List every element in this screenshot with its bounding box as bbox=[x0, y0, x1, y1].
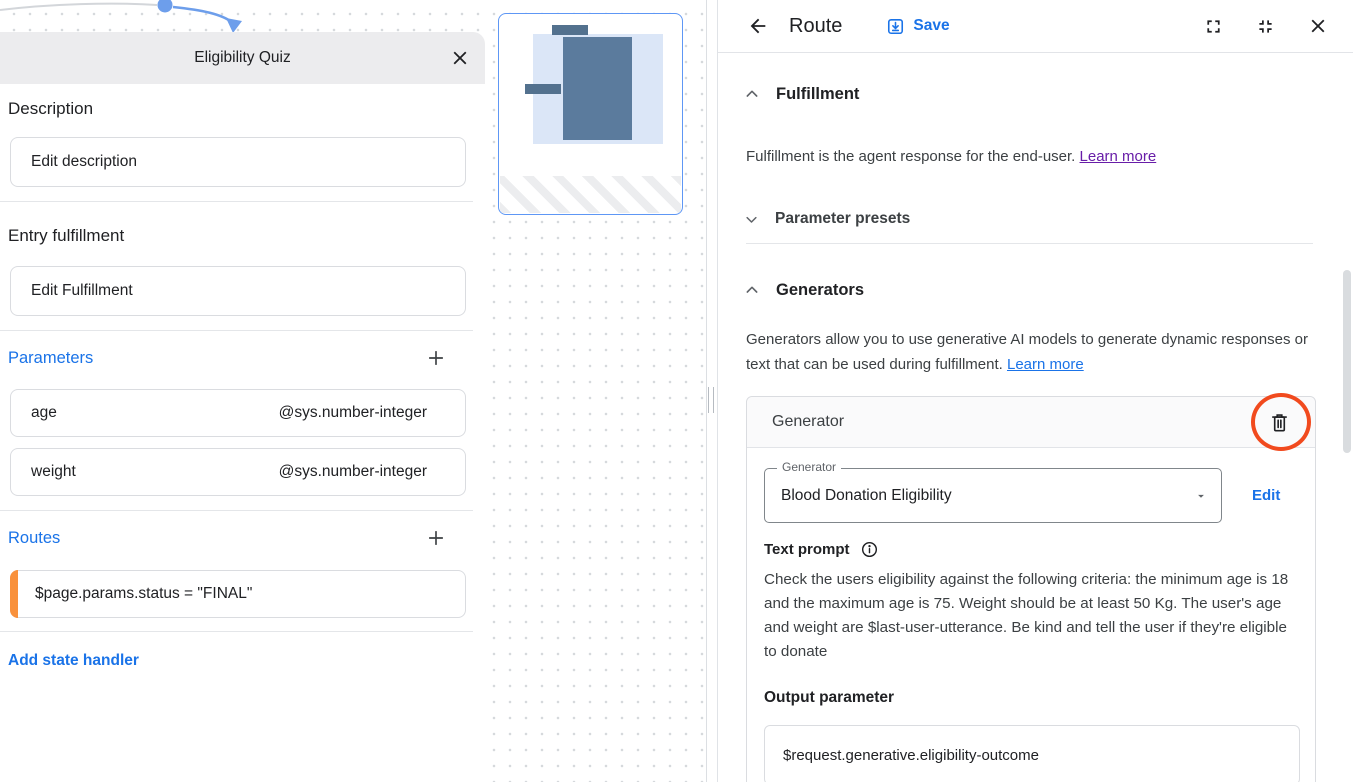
parameter-row-age[interactable] bbox=[10, 389, 466, 437]
parameter-row-weight[interactable] bbox=[10, 448, 466, 496]
edge-arrowhead bbox=[226, 18, 242, 33]
preview-top-bar bbox=[552, 25, 588, 35]
info-icon[interactable] bbox=[860, 540, 879, 559]
description-field[interactable]: Edit description bbox=[10, 137, 466, 187]
flow-node-preview[interactable] bbox=[498, 13, 683, 215]
generators-label: Generators bbox=[776, 280, 865, 299]
preview-left-bar bbox=[525, 84, 561, 94]
parameter-type: @sys.number-integer bbox=[278, 463, 427, 480]
parameter-presets-toggle[interactable] bbox=[718, 206, 1353, 232]
generators-description bbox=[746, 327, 1313, 377]
parameters-section-header bbox=[0, 346, 485, 370]
fulfillment-section-toggle[interactable] bbox=[718, 81, 1353, 107]
routes-label: Routes bbox=[8, 528, 61, 547]
close-icon[interactable] bbox=[1307, 15, 1329, 37]
fulfillment-description-text: Fulfillment is the agent response for the end-user. bbox=[746, 148, 1080, 165]
save-label: Save bbox=[913, 17, 950, 34]
description-label: Description bbox=[8, 99, 94, 118]
generator-card-body bbox=[747, 448, 1315, 782]
fulfillment-learn-more-link[interactable]: Learn more bbox=[1079, 148, 1157, 165]
edit-generator-link[interactable]: Edit bbox=[1252, 487, 1281, 504]
text-prompt-label: Text prompt bbox=[764, 541, 850, 558]
fulfillment-description bbox=[746, 144, 1313, 169]
close-icon[interactable] bbox=[448, 46, 472, 70]
generator-card-title: Generator bbox=[772, 413, 845, 430]
route-panel-title: Route bbox=[789, 14, 843, 37]
routes-section-header bbox=[0, 526, 485, 550]
route-row[interactable] bbox=[10, 570, 466, 618]
output-parameter-label: Output parameter bbox=[764, 689, 895, 706]
flow-edge-arrow bbox=[0, 0, 260, 36]
generator-select-value: Blood Donation Eligibility bbox=[781, 486, 952, 504]
generators-learn-more-link[interactable]: Learn more bbox=[1006, 356, 1084, 373]
chevron-up-icon bbox=[744, 282, 760, 298]
parameter-type: @sys.number-integer bbox=[278, 404, 427, 421]
divider bbox=[0, 510, 473, 511]
route-panel-header bbox=[718, 0, 1353, 53]
delete-generator-trash-icon[interactable] bbox=[1267, 410, 1291, 434]
divider bbox=[0, 330, 473, 331]
generator-select[interactable] bbox=[764, 460, 1222, 523]
generators-description-text: Generators allow you to use generative AI models to generate dynamic responses or text that can be used during fulfillment. bbox=[746, 331, 1308, 373]
divider bbox=[0, 631, 473, 632]
edge-node-dot bbox=[158, 0, 173, 13]
generator-card bbox=[746, 396, 1316, 782]
parameters-label: Parameters bbox=[8, 348, 94, 367]
output-parameter-field[interactable]: $request.generative.eligibility-outcome bbox=[764, 725, 1300, 782]
chevron-down-icon bbox=[744, 212, 759, 227]
route-panel-content bbox=[718, 54, 1353, 782]
dropdown-caret-icon bbox=[1194, 489, 1208, 503]
parameter-presets-label: Parameter presets bbox=[775, 210, 911, 227]
back-arrow-icon[interactable] bbox=[747, 15, 769, 37]
text-prompt-value: Check the users eligibility against the following criteria: the minimum age is 18 and the maximum age is 75. Weight should be at least 50 Kg. The user's age and weight are $last-user-utterance. Be kind and tell the user if they're eligible to donate bbox=[764, 571, 1289, 660]
entry-fulfillment-label: Entry fulfillment bbox=[8, 226, 125, 245]
scrollbar-thumb[interactable] bbox=[1343, 270, 1351, 453]
page-panel-header bbox=[0, 32, 485, 84]
preview-dark-block bbox=[563, 37, 632, 140]
panel-resize-handle[interactable] bbox=[708, 387, 714, 413]
parameter-name: age bbox=[31, 404, 57, 421]
chevron-up-icon bbox=[744, 86, 760, 102]
add-route-button[interactable] bbox=[424, 526, 448, 550]
exit-fullscreen-icon[interactable] bbox=[1255, 16, 1276, 37]
add-state-handler-link[interactable]: Add state handler bbox=[8, 652, 139, 669]
entry-fulfillment-field[interactable]: Edit Fulfillment bbox=[10, 266, 466, 316]
route-editor-panel bbox=[717, 0, 1353, 782]
page-title: Eligibility Quiz bbox=[194, 49, 291, 66]
divider bbox=[746, 243, 1313, 244]
parameter-name: weight bbox=[31, 463, 76, 480]
generator-select-label: Generator bbox=[777, 460, 841, 474]
route-condition: $page.params.status = "FINAL" bbox=[35, 585, 253, 602]
fullscreen-icon[interactable] bbox=[1203, 16, 1224, 37]
fulfillment-label: Fulfillment bbox=[776, 84, 860, 103]
save-button[interactable] bbox=[886, 17, 949, 36]
preview-hatched-area bbox=[500, 176, 681, 213]
page-editor-panel bbox=[0, 32, 485, 782]
route-accent-bar bbox=[10, 570, 18, 618]
generators-section-toggle[interactable] bbox=[718, 277, 1353, 303]
save-icon bbox=[886, 17, 905, 36]
add-parameter-button[interactable] bbox=[424, 346, 448, 370]
generator-card-header bbox=[747, 397, 1315, 448]
divider bbox=[0, 201, 473, 202]
